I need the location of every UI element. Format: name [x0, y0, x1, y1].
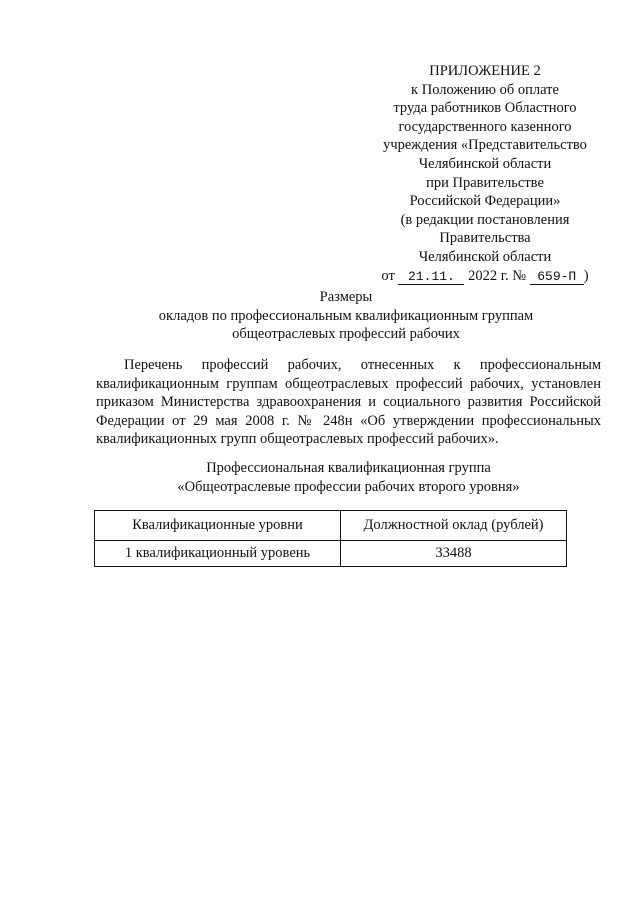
salary-table	[94, 510, 567, 567]
appendix-header	[360, 62, 610, 285]
group-line: «Общеотраслевые профессии рабочих второго уровня»	[177, 478, 520, 495]
appendix-line: к Положению об оплате	[411, 81, 559, 98]
resolution-date: 21.11.	[398, 269, 464, 285]
closing-paren: )	[583, 267, 589, 284]
resolution-number: 659-П	[530, 269, 584, 285]
appendix-line: учреждения «Представительство	[383, 137, 587, 154]
date-prefix: от	[381, 267, 395, 284]
title-line: общеотраслевых профессий рабочих	[232, 326, 460, 343]
year-text: 2022 г. №	[468, 267, 527, 284]
document-title	[96, 288, 596, 344]
intro-paragraph	[96, 356, 601, 449]
table-header-row	[95, 511, 567, 541]
cell-salary: 33488	[341, 541, 567, 567]
cell-level: 1 квалификационный уровень	[95, 541, 341, 567]
title-line: Размеры	[319, 289, 373, 305]
appendix-line: государственного казенного	[398, 118, 572, 135]
group-line: Профессиональная квалификационная группа	[206, 460, 491, 476]
title-line: окладов по профессиональным квалификационным группам	[158, 307, 534, 324]
appendix-line: (в редакции постановления	[400, 211, 570, 228]
appendix-line: Правительства	[439, 230, 531, 247]
appendix-line: Челябинской области	[418, 248, 552, 265]
appendix-line: Челябинской области	[418, 155, 552, 172]
resolution-date-line	[360, 267, 610, 286]
paragraph-text: Перечень профессий рабочих, отнесенных к профессиональным квалификационным группам общеотраслевых профессий рабочих, установлен приказом Министерства здравоохранения и социального развития Российской Федерации от 29 мая 2008 г. № 248н «Об утверждении профессиональных квалификационных групп общеотраслевых профессий рабочих».	[96, 357, 601, 447]
table-row	[95, 541, 567, 567]
header-levels: Квалификационные уровни	[95, 511, 341, 541]
group-heading	[96, 459, 601, 496]
header-salary: Должностной оклад (рублей)	[341, 511, 567, 541]
appendix-title: ПРИЛОЖЕНИЕ 2	[429, 63, 541, 79]
appendix-line: труда работников Областного	[393, 100, 577, 117]
appendix-line: Российской Федерации»	[409, 193, 561, 210]
appendix-line: при Правительстве	[426, 174, 544, 191]
